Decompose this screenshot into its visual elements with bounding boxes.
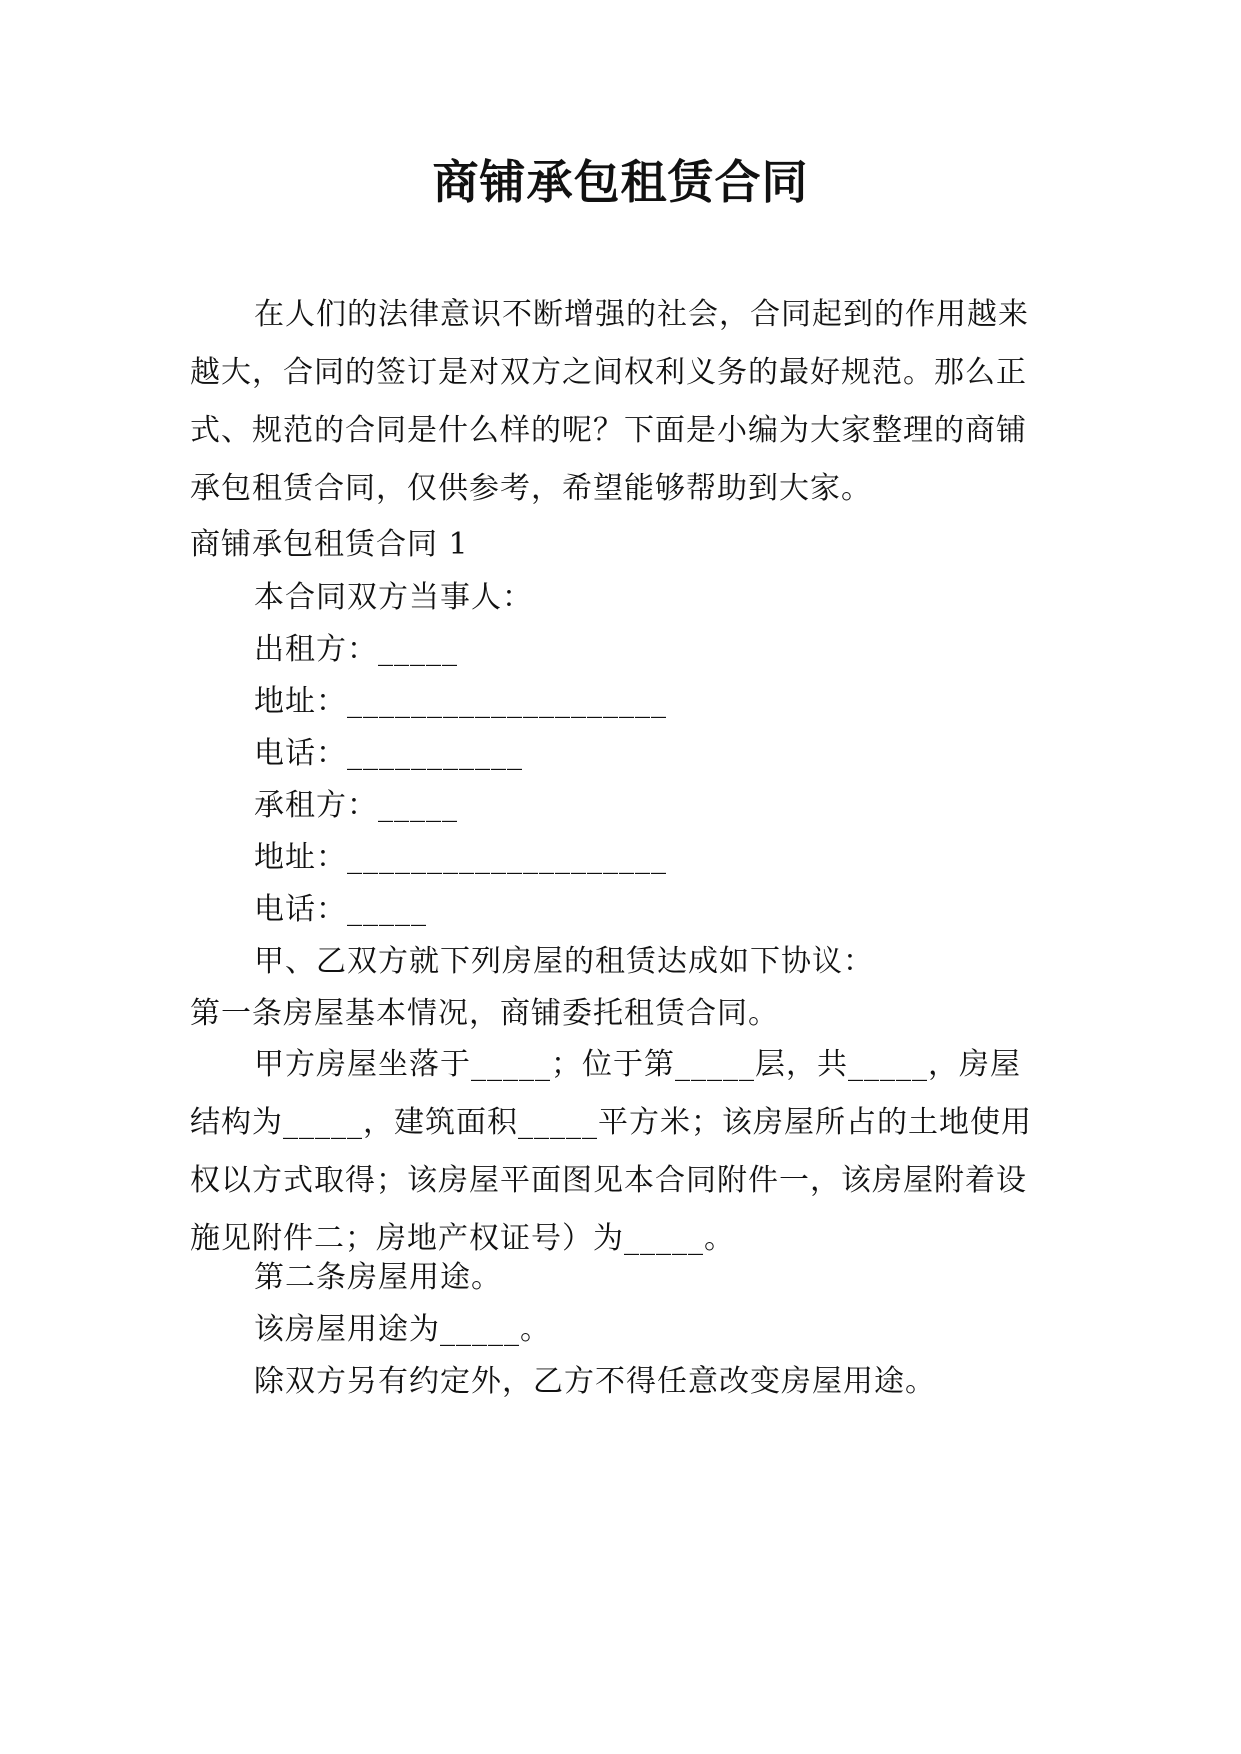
article2-use: 该房屋用途为_____。 xyxy=(254,1312,551,1347)
article2-restriction: 除双方另有约定外，乙方不得任意改变房屋用途。 xyxy=(254,1364,936,1399)
document-title: 商铺承包租赁合同 xyxy=(432,155,809,209)
lessor-address-field: 地址：____________________ xyxy=(254,684,667,719)
lessor-field: 出租方：_____ xyxy=(254,632,458,667)
article1-body: 甲方房屋坐落于_____；位于第_____层，共_____，房屋结构为_____，建筑面积_____平方米；该房屋所占的土地使用权以方式取得；该房屋平面图见本合同附件一，该房屋附着设施见附件二；房地产权证号）为_____。 xyxy=(190,1047,1032,1256)
intro-paragraph: 在人们的法律意识不断增强的社会，合同起到的作用越来越大，合同的签订是对双方之间权利义务的最好规范。那么正式、规范的合同是什么样的呢？下面是小编为大家整理的商铺承包租赁合同，仅供参考，希望能够帮助到大家。 xyxy=(190,297,1029,506)
parties-intro: 本合同双方当事人： xyxy=(254,580,533,615)
article2-heading: 第二条房屋用途。 xyxy=(254,1260,502,1295)
lessee-phone-field: 电话：_____ xyxy=(254,892,427,927)
article1-heading: 第一条房屋基本情况，商铺委托租赁合同。 xyxy=(190,996,779,1031)
lessee-address-field: 地址：____________________ xyxy=(254,840,667,875)
lessee-field: 承租方：_____ xyxy=(254,788,458,823)
lessor-phone-field: 电话：___________ xyxy=(254,736,523,771)
section-heading: 商铺承包租赁合同 1 xyxy=(190,527,469,562)
agreement-intro: 甲、乙双方就下列房屋的租赁达成如下协议： xyxy=(254,944,874,979)
